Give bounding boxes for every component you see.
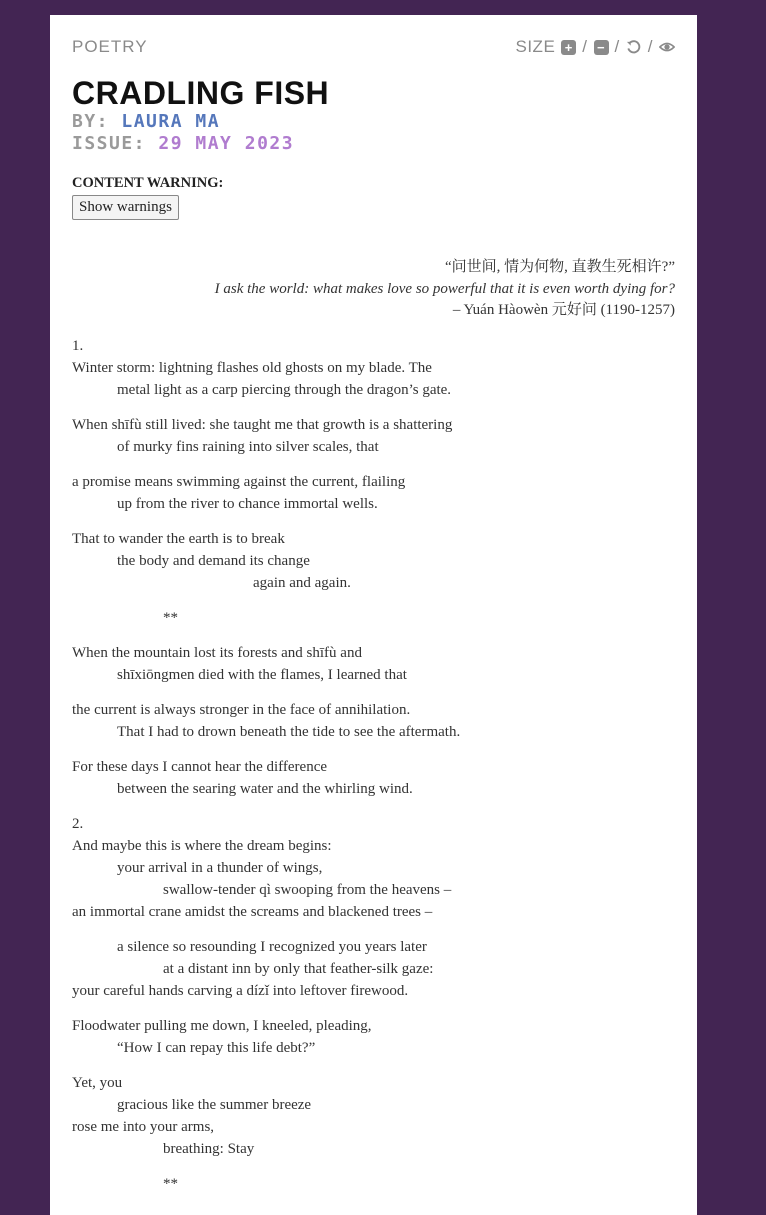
stanza: [72, 607, 675, 629]
stanza: [72, 835, 675, 923]
issue-line: [72, 133, 675, 155]
stanza: [72, 471, 675, 515]
stanza: [72, 1173, 675, 1195]
epigraph-original: “问世间, 情为何物, 直教生死相许?”: [445, 259, 675, 275]
poem-line: up from the river to chance immortal wells.: [117, 495, 378, 512]
poem-line: the body and demand its change: [117, 552, 310, 569]
poem-line: your arrival in a thunder of wings,: [117, 859, 323, 876]
poem-line: gracious like the summer breeze: [117, 1096, 312, 1113]
author-link[interactable]: LAURA MA: [121, 111, 221, 132]
stanza: [72, 528, 675, 594]
stanza: [72, 357, 675, 401]
poem-line: Floodwater pulling me down, I kneeled, pleading,: [72, 1017, 372, 1034]
stanza: [72, 1015, 675, 1059]
poem-line: “How I can repay this life debt?”: [117, 1039, 316, 1056]
stanza: [72, 642, 675, 686]
category-label[interactable]: POETRY: [72, 37, 148, 56]
stanza: [72, 1072, 675, 1160]
article-card: [50, 15, 697, 1215]
eye-icon[interactable]: [659, 39, 675, 55]
byline: [72, 111, 675, 133]
poem-line: at a distant inn by only that feather-silk gaze:: [163, 960, 434, 977]
poem-line: your careful hands carving a dízǐ into leftover firewood.: [72, 982, 409, 999]
poem-line: a silence so resounding I recognized you years later: [117, 938, 427, 955]
poem-line: breathing: Stay: [163, 1140, 255, 1157]
poem-line: And maybe this is where the dream begins:: [72, 837, 332, 854]
section-break: **: [163, 1175, 178, 1192]
size-label: SIZE: [515, 37, 556, 56]
epigraph-attribution: – Yuán Hàowèn 元好问 (1190-1257): [452, 302, 675, 318]
top-bar: [72, 37, 675, 57]
poem-line: swallow-tender qì swooping from the heavens –: [163, 881, 452, 898]
stanza: [72, 699, 675, 743]
article-title: CRADLING FISH: [72, 75, 330, 111]
poem-line: For these days I cannot hear the difference: [72, 758, 328, 775]
poem-line: a promise means swimming against the current, flailing: [72, 473, 406, 490]
poem-line: of murky fins raining into silver scales, that: [117, 438, 379, 455]
stanza: [72, 414, 675, 458]
plus-icon[interactable]: +: [561, 40, 576, 55]
section-break: **: [163, 609, 178, 626]
section-number: 2.: [72, 815, 84, 832]
reset-icon[interactable]: [626, 39, 642, 55]
content-warning-label: CONTENT WARNING:: [72, 175, 224, 191]
poem-line: That to wander the earth is to break: [72, 530, 285, 547]
poem-line: Winter storm: lightning flashes old ghosts on my blade. The: [72, 359, 432, 376]
by-label: BY:: [72, 111, 110, 132]
poem-line: between the searing water and the whirling wind.: [117, 780, 413, 797]
issue-label: ISSUE:: [72, 133, 147, 154]
epigraph-translation: I ask the world: what makes love so powerful that it is even worth dying for?: [214, 280, 675, 297]
show-warnings-button[interactable]: Show warnings: [72, 195, 179, 220]
separator: /: [614, 37, 620, 56]
stanza: [72, 756, 675, 800]
poem-line: shīxiōngmen died with the flames, I learned that: [117, 666, 407, 683]
poem-line: rose me into your arms,: [72, 1118, 215, 1135]
minus-icon[interactable]: −: [594, 40, 609, 55]
text-size-controls: [516, 37, 676, 57]
poem-line: When shīfù still lived: she taught me that growth is a shattering: [72, 416, 453, 433]
stanza: [72, 936, 675, 1002]
poem-line: an immortal crane amidst the screams and blackened trees –: [72, 903, 433, 920]
poem-line: metal light as a carp piercing through the dragon’s gate.: [117, 381, 452, 398]
separator: /: [582, 37, 588, 56]
poem-line: again and again.: [253, 574, 351, 591]
separator: /: [647, 37, 653, 56]
poem-line: Yet, you: [72, 1074, 123, 1091]
poem-line: the current is always stronger in the face of annihilation.: [72, 701, 411, 718]
section-number: 1.: [72, 337, 84, 354]
poem-line: When the mountain lost its forests and shīfù and: [72, 644, 362, 661]
epigraph: [72, 257, 675, 322]
poem-body: [72, 335, 675, 1195]
poem-line: That I had to drown beneath the tide to see the aftermath.: [117, 723, 461, 740]
issue-link[interactable]: 29 MAY 2023: [158, 133, 295, 154]
